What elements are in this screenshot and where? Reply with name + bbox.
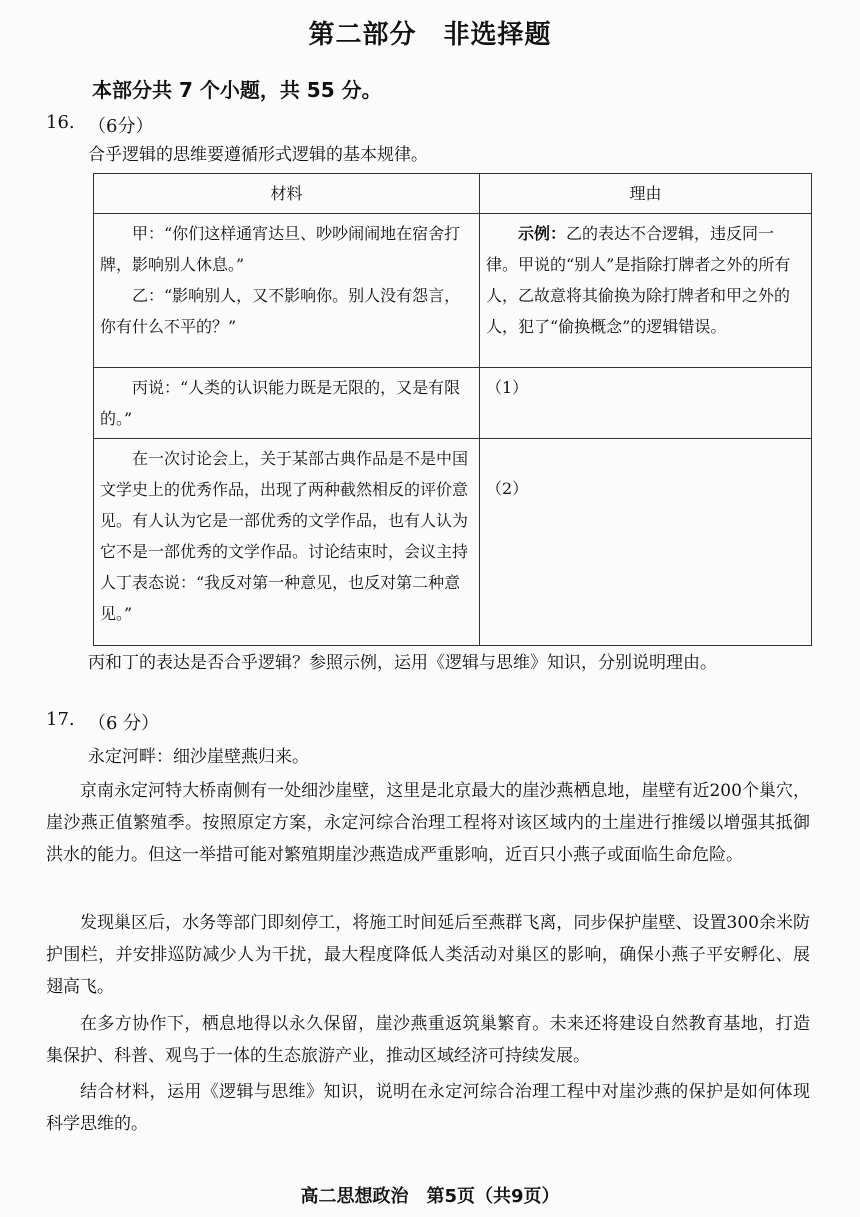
q17-question: 结合材料，运用《逻辑与思维》知识，说明在永定河综合治理工程中对崖沙燕的保护是如何体现科学思维的。 bbox=[46, 1082, 810, 1134]
q17-paragraph-2: 发现巢区后，水务等部门即刻停工，将施工时间延后至燕群飞离，同步保护崖壁、设置300余米防护围栏，并安排巡防减少人为干扰，最大程度降低人类活动对巢区的影响，确保小燕子平安孵化、展翅高飞。 bbox=[46, 913, 810, 997]
table-row bbox=[94, 214, 812, 368]
example-text: 乙的表达不合逻辑，违反同一律。甲说的“别人”是指除打牌者之外的所有人，乙故意将其偷换为除打牌者和甲之外的人，犯了“偷换概念”的逻辑错误。 bbox=[486, 224, 791, 336]
q16-points: （6分） bbox=[88, 116, 154, 137]
header-material: 材料 bbox=[94, 174, 480, 214]
row3-material: 在一次讨论会上，关于某部古典作品是不是中国文学史上的优秀作品，出现了两种截然相反的评价意见。有人认为它是一部优秀的文学作品，也有人认为它不是一部优秀的文学作品。讨论结束时，会议主持人丁表态说：“我反对第一种意见，也反对第二种意见。” bbox=[100, 449, 469, 623]
q16-lead: 合乎逻辑的思维要遵循形式逻辑的基本规律。 bbox=[88, 145, 428, 165]
table-row bbox=[94, 368, 812, 439]
q17-points: （6 分） bbox=[88, 713, 160, 734]
q17-paragraph-1: 京南永定河特大桥南侧有一处细沙崖壁，这里是北京最大的崖沙燕栖息地，崖壁有近200个巢穴，崖沙燕正值繁殖季。按照原定方案，永定河综合治理工程将对该区域内的土崖进行推缓以增强其抵御洪水的能力。但这一举措可能对繁殖期崖沙燕造成严重影响，近百只小燕子或面临生命危险。 bbox=[46, 781, 810, 865]
table-header-row bbox=[94, 174, 812, 214]
q16-question: 丙和丁的表达是否合乎逻辑？参照示例，运用《逻辑与思维》知识，分别说明理由。 bbox=[88, 653, 717, 673]
page-footer: 高二思想政治 第5页（共9页） bbox=[300, 1186, 560, 1207]
row1-material-cell bbox=[94, 214, 480, 368]
q17-headline: 永定河畔：细沙崖壁燕归来。 bbox=[88, 747, 309, 767]
row3-reason-cell bbox=[480, 439, 812, 646]
row2-material: 丙说：“人类的认识能力既是无限的，又是有限的。” bbox=[100, 378, 461, 428]
q17-number: 17. bbox=[46, 709, 75, 730]
row1-material-jia: 甲：“你们这样通宵达旦、吵吵闹闹地在宿舍打牌，影响别人休息。” bbox=[100, 224, 461, 274]
q17-paragraph-3: 在多方协作下，栖息地得以永久保留，崖沙燕重返筑巢繁育。未来还将建设自然教育基地，打造集保护、科普、观鸟于一体的生态旅游产业，推动区域经济可持续发展。 bbox=[46, 1014, 810, 1066]
row1-reason-cell bbox=[480, 214, 812, 368]
answer-slot-1: （1） bbox=[486, 378, 529, 397]
row3-material-cell bbox=[94, 439, 480, 646]
q16-material-table bbox=[93, 173, 812, 646]
q16-number: 16. bbox=[46, 112, 75, 133]
row1-material-yi: 乙：“影响别人，又不影响你。别人没有怨言，你有什么不平的？” bbox=[100, 286, 461, 336]
row2-reason-cell bbox=[480, 368, 812, 439]
section-intro: 本部分共 7 个小题，共 55 分。 bbox=[92, 78, 382, 102]
example-label: 示例： bbox=[518, 224, 567, 243]
answer-slot-2: （2） bbox=[486, 479, 529, 498]
row1-reason bbox=[486, 218, 805, 342]
table-row bbox=[94, 439, 812, 646]
section-title: 第二部分 非选择题 bbox=[308, 20, 552, 50]
row2-material-cell bbox=[94, 368, 480, 439]
header-reason: 理由 bbox=[480, 174, 812, 214]
